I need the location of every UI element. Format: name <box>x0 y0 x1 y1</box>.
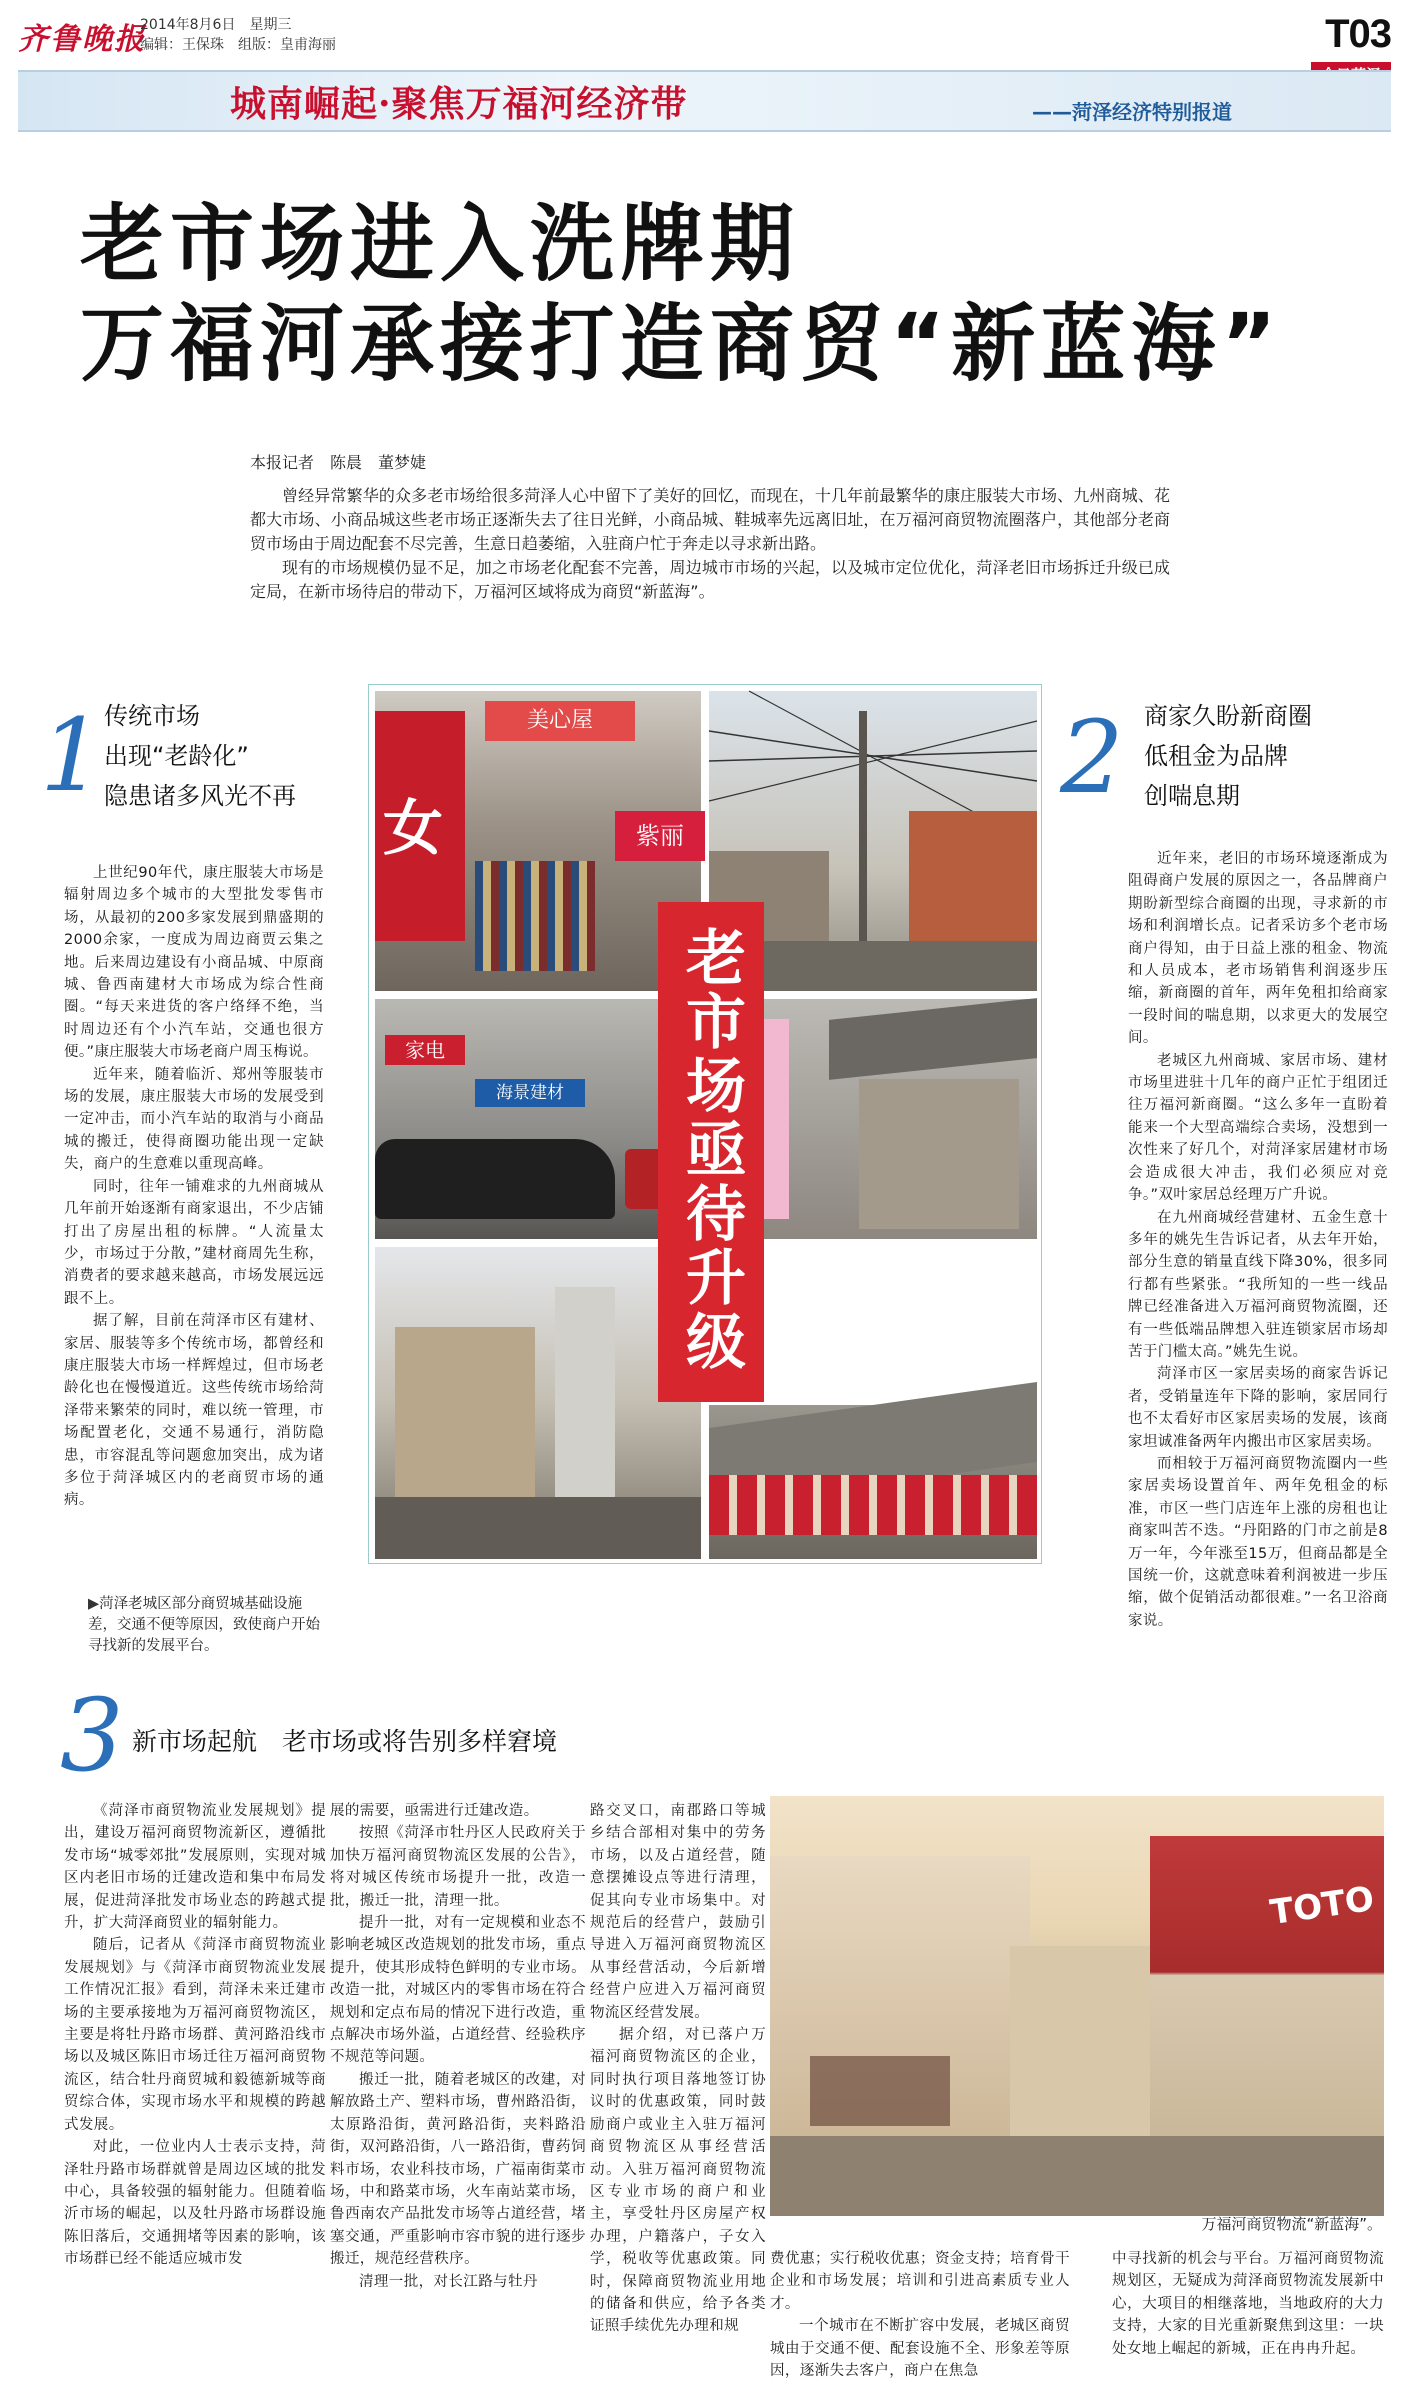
article-paragraph: 而相较于万福河商贸物流圈内一些家居卖场设置首年、两年免租金的标准，市区一些门店连年上涨的房租也让商家叫苦不迭。“丹阳路的门市之前是8万一年，今年涨至15万，但商品都是全国统一价，这就意味着利润被进一步压缩，做个促销活动都很难。”一名卫浴商家说。 <box>1128 1455 1388 1629</box>
article-paragraph: 随后，记者从《菏泽市商贸物流业发展规划》与《菏泽市商贸物流业发展工作情况汇报》看到，菏泽未来迁建市场的主要承接地为万福河商贸物流区，主要是将牡丹路市场群、黄河路沿线市场以及城区陈旧市场迁往万福河商贸物流区，结合牡丹商贸城和毅德新城等商贸综合体，实现市场水平和规模的跨越式发展。 <box>64 1937 326 2133</box>
section-3-col-1 <box>64 1800 326 2366</box>
article-paragraph: 清理一批，对长江路与牡丹 <box>359 2273 538 2290</box>
road <box>375 1497 701 1559</box>
section-3-col-2 <box>330 1800 586 2366</box>
headline-line-1: 老市场进入洗牌期 <box>80 195 801 293</box>
section-1-title-line: 隐患诸多风光不再 <box>104 782 296 810</box>
market-stalls <box>709 1475 1037 1535</box>
article-paragraph: 按照《菏泽市牡丹区人民政府关于加快万福河商贸物流区发展的公告》，将对城区传统市场提升一批，改造一批，搬迁一批，清理一批。 <box>330 1825 586 1909</box>
section-3-number: 3 <box>60 1677 124 1794</box>
market-storefront-photo <box>375 999 701 1239</box>
store-sign: TOTO <box>1267 1878 1377 1934</box>
page-number: T03 <box>1325 12 1391 56</box>
article-paragraph: 据介绍，对已落户万福河商贸物流区的企业，同时执行项目落地签订协议时的优惠政策，同时鼓励商户或业主入驻万福河商贸物流区从事经营活动。入驻万福河商贸物流区专业市场的商户和业主，享受牡丹区房屋产权办理，户籍落户，子女入学，税收等优惠政策。同时，保障商贸物流业用地的储备和供应，给予各类证照手续优先办理和规 <box>590 2027 766 2335</box>
article-paragraph: 对此，一位业内人士表示支持，菏泽牡丹路市场群就曾是周边区域的批发中心，具备较强的辐射能力。但随着临沂市场的崛起，以及牡丹路市场群设施陈旧落后，交通拥堵等因素的影响，该市场群已经不能适应城市发 <box>64 2139 326 2268</box>
section-2-number: 2 <box>1060 699 1124 816</box>
photo-collage-title-text: 老市场亟待升级 <box>676 926 746 1374</box>
section-1-number: 1 <box>40 697 104 814</box>
article-paragraph: 同时，往年一铺难求的九州商城从几年前开始逐渐有商家退出，不少店铺打出了房屋出租的标牌。“人流量太少，市场过于分散，”建材商周先生称，消费者的要求越来越高，市场发展远远跟不上。 <box>64 1178 324 1307</box>
building <box>555 1287 615 1507</box>
market-road-photo <box>375 1247 701 1559</box>
lead-paragraph-1: 曾经异常繁华的众多老市场给很多菏泽人心中留下了美好的回忆，而现在，十几年前最繁华的康庄服装大市场、九州商城、花都大市场、小商品城这些老市场正逐渐失去了往日光鲜，小商品城、鞋城率先远离旧址，在万福河商贸物流圈落户，其他部分老商贸市场由于周边配套不尽完善，生意日趋萎缩，入驻商户忙于奔走以寻求新出路。 <box>250 486 1170 553</box>
article-paragraph: 《菏泽市商贸物流业发展规划》提出，建设万福河商贸物流新区，遵循批发市场“城零郊批”发展原则，实现对城区内老旧市场的迁建改造和集中布局发展，促进菏泽批发市场业态的跨越式提升，扩大菏泽商贸业的辐射能力。 <box>64 1803 326 1932</box>
caption-arrow-icon: ▶ <box>88 1596 100 1612</box>
awning-market-photo <box>709 1405 1037 1559</box>
article-paragraph: 路交叉口，南郡路口等城乡结合部相对集中的劳务市场，以及占道经营，随意摆摊设点等进行清理，促其向专业市场集中。对规范后的经营户，鼓励引导进入万福河商贸物流区从事经营活动，今后新增经营户应进入万福河商贸物流区经营发展。 <box>590 1803 766 2021</box>
banner-title: 城南崛起·聚焦万福河经济带 <box>230 83 688 125</box>
banner-subtitle: ——菏泽经济特别报道 <box>1032 100 1232 124</box>
commercial-district-rendering <box>770 1796 1384 2216</box>
article-paragraph: 在九州商城经营建材、五金生意十多年的姚先生告诉记者，从去年开始，部分生意的销量直线下降30%，很多同行都有些紧张。“我所知的一些一线品牌已经准备进入万福河商贸物流圈，还有一些低端品牌想入驻连锁家居市场却苦于门槛太高。”姚先生说。 <box>1128 1209 1388 1360</box>
headline-line-2: 万福河承接打造商贸“新蓝海” <box>80 295 1283 393</box>
section-3-title: 新市场起航 老市场或将告别多样窘境 <box>132 1727 558 1756</box>
section-2-title <box>1144 696 1384 816</box>
market-street-photo-1 <box>375 691 701 991</box>
section-2-title-line: 创喘息期 <box>1144 782 1240 810</box>
section-2-title-line: 低租金为品牌 <box>1144 742 1288 770</box>
section-3-col-4 <box>770 2248 1070 2380</box>
section-1-title-line: 出现“老龄化” <box>104 742 249 770</box>
goods-display <box>475 861 595 971</box>
article-paragraph: 老城区九州商城、家居市场、建材市场里进驻十几年的商户正忙于组团迁往万福河新商圈。“这么多年一直盼着能来一个大型高端综合卖场，没想到一次性来了好几个，对菏泽家居建材市场会造成很大冲击，我们必须应对竞争。”双叶家居总经理万广升说。 <box>1128 1052 1388 1204</box>
byline: 本报记者 陈晨 董梦婕 <box>250 453 427 472</box>
shop-sign: 美心屋 <box>485 701 635 741</box>
article-paragraph: 展的需要，亟需进行迁建改造。 <box>330 1803 539 1819</box>
article-paragraph: 菏泽市区一家居卖场的商家告诉记者，受销量连年下降的影响，家居同行也不太看好市区家居卖场的发展，该商家坦诚准备两年内搬出市区家居卖场。 <box>1128 1366 1388 1450</box>
article-paragraph: 上世纪90年代，康庄服装大市场是辐射周边多个城市的大型批发零售市场，从最初的200多家发展到鼎盛期的2000余家，一度成为周边商贾云集之地。后来周边建设有小商品城、中原商城、鲁西南建材大市场成为综合性商圈。“每天来进货的客户络绎不绝，当时周边还有个小汽车站，交通也很方便。”康庄服装大市场老商户周玉梅说。 <box>64 865 324 1061</box>
lead-paragraph-2: 现有的市场规模仍显不足，加之市场老化配套不完善，周边城市市场的兴起，以及城市定位优化，菏泽老旧市场拆迁升级已成定局，在新市场待启的带动下，万福河区域将成为商贸“新蓝海”。 <box>250 558 1170 601</box>
lead-paragraph <box>250 484 1170 604</box>
storefront <box>810 2056 950 2126</box>
section-2-body <box>1128 848 1388 1680</box>
article-paragraph: 近年来，随着临沂、郑州等服装市场的发展，康庄服装大市场的发展受到一定冲击，而小汽车站的取消与小商品城的搬迁，使得商圈功能出现一定缺失，商户的生意难以重现高峰。 <box>64 1066 324 1173</box>
alley-wall <box>859 1079 1019 1229</box>
issue-date: 2014年8月6日 星期三 <box>140 17 292 33</box>
newspaper-logo: 齐鲁晚报 <box>18 22 146 57</box>
plaza <box>770 2136 1384 2216</box>
article-paragraph: 据了解，目前在菏泽市区有建材、家居、服装等多个传统市场，都曾经和康庄服装大市场一样辉煌过，但市场老龄化也在慢慢道近。这些传统市场给菏泽带来繁荣的同时，难以统一管理，市场配置老化，交通不易通行，消防隐患，市容混乱等问题愈加突出，成为诸多位于菏泽城区内的老商贸市场的通病。 <box>64 1313 324 1509</box>
building <box>395 1327 535 1507</box>
building <box>770 1856 1030 2176</box>
parked-car <box>375 1139 615 1219</box>
photo-caption <box>88 1594 322 1657</box>
editor-credits: 编辑：王保珠 组版：皇甫海丽 <box>140 37 336 53</box>
photo-collage-title <box>658 902 764 1402</box>
section-3-col-5 <box>1112 2248 1384 2366</box>
article-paragraph: 一个城市在不断扩容中发展，老城区商贸城由于交通不便、配套设施不全、形象差等原因，逐渐失去客户，商户在焦急 <box>770 2318 1070 2380</box>
section-1-title-line: 传统市场 <box>104 702 200 730</box>
photo-caption-text: 菏泽老城区部分商贸城基础设施差，交通不便等原因，致使商户开始寻找新的发展平台。 <box>88 1596 320 1654</box>
section-3-col-3 <box>590 1800 766 2366</box>
article-paragraph: 搬迁一批，随着老城区的改建，对解放路土产、塑料市场，曹州路沿街，太原路沿街，黄河路沿街，夹料路沿街，双河路沿街，八一路沿街，曹药饲料市场，农业科技市场，广福南街菜市场，中和路菜市场，火车南站菜市场，鲁西南农产品批发市场等占道经营，堵塞交通，严重影响市容市貌的进行逐步搬迁，规范经营秩序。 <box>330 2071 586 2268</box>
section-1-title <box>104 696 364 816</box>
article-paragraph: 近年来，老旧的市场环境逐渐成为阻碍商户发展的原因之一，各品牌商户期盼新型综合商圈的出现，寻求新的市场和利润增长点。记者采访多个老市场商户得知，由于日益上涨的租金、物流和人员成本，老市场销售利润逐步压缩，新商圈的首年，两年免租扣给商家一段时间的喘息期，以求更大的发展空间。 <box>1128 851 1388 1047</box>
section-2-title-line: 商家久盼新商圈 <box>1144 702 1312 730</box>
shop-sign: 海景建材 <box>475 1079 585 1107</box>
section-1-body <box>64 862 324 1582</box>
article-paragraph: 费优惠；实行税收优惠；资金支持；培育骨干企业和市场发展；培训和引进高素质专业人才。 <box>770 2251 1070 2312</box>
article-paragraph: 中寻找新的机会与平台。万福河商贸物流规划区，无疑成为菏泽商贸物流发展新中心，大项目的相继落地，当地政府的大力支持，大家的目光重新聚焦到这里：一块处女地上崛起的新城，正在冉冉升起。 <box>1112 2251 1384 2357</box>
canopy <box>829 998 1037 1080</box>
sign-character: 女 <box>383 794 443 864</box>
article-paragraph: 提升一批，对有一定规模和业态不影响老城区改造规划的批发市场，重点提升，使其形成特色鲜明的专业市场。改造一批，对城区内的零售市场在符合规划和定点布局的情况下进行改造，重点解决市场外溢，占道经营、经验秩序不规范等问题。 <box>330 1915 586 2066</box>
shop-sign: 紫丽 <box>615 811 705 861</box>
shop-sign: 家电 <box>385 1035 465 1065</box>
rendering-caption: 万福河商贸物流“新蓝海”。 <box>1201 2215 1382 2233</box>
